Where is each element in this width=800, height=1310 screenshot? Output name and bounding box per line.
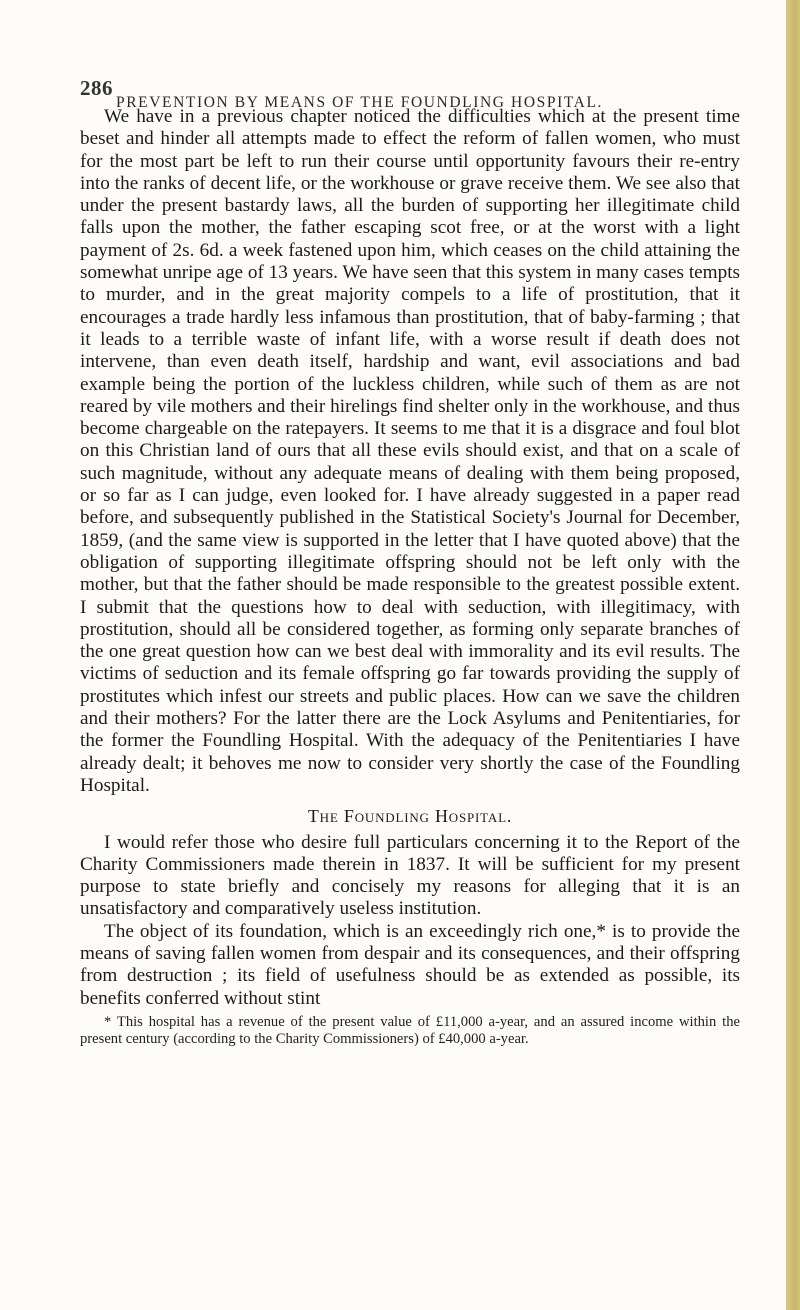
paragraph: We have in a previous chapter noticed the difficulties which at the present time beset and hinder all attempts made to effect the reform of fallen women, who must for the most part be left to run their course until opportunity favours their re-entry into the ranks of decent life, or the workhouse or grave receive them. We see also that under the present bastardy laws, all the burden of supporting her illegitimate child falls upon the mother, the father escaping scot free, or at the worst with a light payment of 2s. 6d. a week fastened upon him, which ceases on the child attaining the somewhat unripe age of 13 years. We have seen that this system in many cases tempts to murder, and in the great majority compels to a life of prostitution, that it encourages a trade hardly less infamous than prostitution, that of baby-farming ; that it leads to a terrible waste of infant life, with a worse result if death does not intervene, than even death itself, hardship and want, evil associations and bad example being the portion of the luckless children, while such of them as are not reared by vile mothers and their hirelings find shelter only in the workhouse, and thus become chargeable on the ratepayers. It seems to me that it is a disgrace and foul blot on this Christian land of ours that all these evils should exist, and that on a scale of such magnitude, without any adequate means of dealing with them being proposed, or so far as I can judge, even looked for. I have already suggested in a paper read before, and subsequently published in the Statistical Society's Journal for December, 1859, (and the same view is supported in the letter that I have quoted above) that the obligation of supporting illegitimate offspring should not be left only with the mother, but that the father should be made responsible to the greatest possible extent. I submit that the questions how to deal with seduction, with illegitimacy, with prostitution, should all be considered together, as forming only separate branches of the one great question how can we best deal with immorality and its evil results. The victims of seduction and its female offspring go far towards providing the supply of prostitutes which infest our streets and public places. How can we save the children and their mothers? For the latter there are the Lock Asylums and Penitentiaries, for the former the Foundling Hospital. With the adequacy of the Penitentiaries I have already dealt; it behoves me now to consider very shortly the case of the Foundling Hospital. xyxy=(80,106,740,796)
running-header xyxy=(80,70,740,111)
paragraph: The object of its foundation, which is an exceedingly rich one,* is to provide the means of saving fallen women from despair and its consequences, and their offspring from destruction ; its field of usefulness should be as extended as possible, its benefits conferred without stint xyxy=(80,920,740,1009)
footnote-text: * This hospital has a revenue of the present value of £11,000 a-year, and an assured income within the present century (according to the Charity Commissioners) of £40,000 a-year. xyxy=(80,1013,740,1048)
paragraph: I would refer those who desire full particulars concerning it to the Report of the Charity Commissioners made therein in 1837. It will be sufficient for my present purpose to state briefly and concisely my reasons for alleging that it is an unsatisfactory and comparatively useless institution. xyxy=(80,831,740,920)
footnote xyxy=(80,1014,740,1049)
page-number: 286 xyxy=(80,76,113,100)
section-heading: The Foundling Hospital. xyxy=(307,806,513,827)
body-text xyxy=(80,106,740,1010)
running-title: PREVENTION BY MEANS OF THE FOUNDLING HOSPITAL. xyxy=(116,94,603,111)
page-content xyxy=(80,70,740,1049)
page-edge xyxy=(786,0,800,1310)
